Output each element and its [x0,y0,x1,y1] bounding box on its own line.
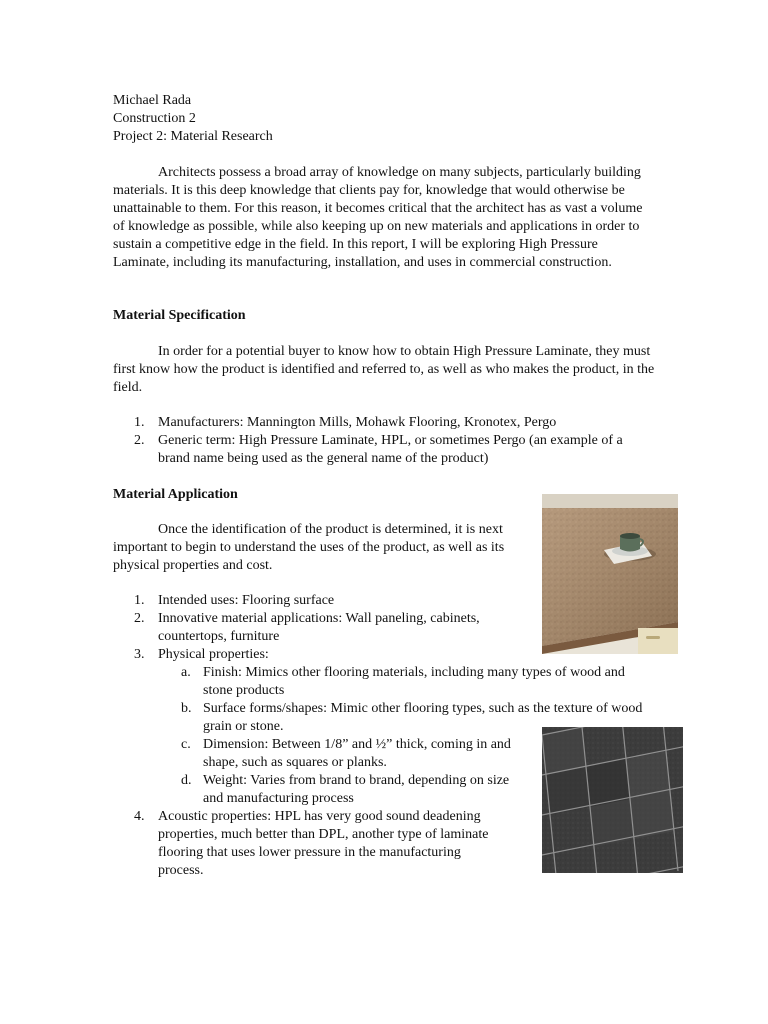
list-number: 1. [134,415,145,430]
sublist-item-text: Dimension: Between 1/8” and ½” thick, coming in and shape, such as squares or planks. [203,737,511,770]
list-number: 4. [134,809,145,824]
list-number: 2. [134,433,145,448]
document-header [113,92,273,146]
list-item-text: Acoustic properties: HPL has very good sound deadening properties, much better than DPL, another type of laminate flooring that uses lower pressure in the manufacturing process. [158,809,489,878]
list-number: 1. [134,593,145,608]
sublist-letter: b. [181,701,192,716]
author-name: Michael Rada [113,93,192,108]
intro-paragraph: Architects possess a broad array of knowledge on many subjects, particularly building materials. It is this deep knowledge that clients pay for, knowledge that would otherwise be unattainable to them. For this reason, it becomes critical that the architect has as vast a volume of knowledge as possible, while also keeping up on new materials and applications in order to sustain a competitive edge in the field. In this report, I will be exploring High Pressure Laminate, including its manufacturing, installation, and uses in commercial construction. [113,165,643,270]
list-number: 2. [134,611,145,626]
list-item [113,610,508,646]
sublist-item-text: Surface forms/shapes: Mimic other flooring types, such as the texture of wood grain or stone. [203,701,643,734]
section-heading-application: Material Application [113,487,238,502]
list-item-text: Manufacturers: Mannington Mills, Mohawk Flooring, Kronotex, Pergo [158,415,557,430]
slate-tile-photo-icon [542,727,683,873]
sublist-item-text: Weight: Varies from brand to brand, depending on size and manufacturing process [203,773,510,806]
sublist-letter: c. [181,737,191,752]
list-item-text: Innovative material applications: Wall paneling, cabinets, countertops, furniture [158,611,480,644]
sublist-item [158,772,521,808]
physical-properties-sublist [158,664,643,808]
list-item [113,414,658,432]
sublist-letter: a. [181,665,191,680]
list-item [113,808,503,880]
list-item [113,646,643,808]
list-number: 3. [134,647,145,662]
list-item-text: Generic term: High Pressure Laminate, HPL, or sometimes Pergo (an example of a brand name being used as the general name of the product) [158,433,623,466]
specification-list [113,414,658,468]
countertop-photo-icon [542,494,678,654]
sublist-item [158,664,643,700]
list-item-text: Intended uses: Flooring surface [158,593,335,608]
application-paragraph: Once the identification of the product is determined, it is next important to begin to understand the uses of the product, as well as its physical properties and cost. [113,522,505,573]
sublist-letter: d. [181,773,192,788]
list-item-text: Physical properties: [158,647,269,662]
specification-paragraph: In order for a potential buyer to know how to obtain High Pressure Laminate, they must first know how the product is identified and referred to, as well as who makes the product, in the field. [113,344,655,395]
slate-tile-photo [542,727,683,873]
course-name: Construction 2 [113,111,196,126]
project-title: Project 2: Material Research [113,129,273,144]
application-list [113,592,643,880]
sublist-item-text: Finish: Mimics other flooring materials, including many types of wood and stone products [203,665,625,698]
sublist-item [158,736,521,772]
countertop-photo [542,494,678,654]
list-item [113,432,658,468]
list-item [113,592,508,610]
section-heading-specification: Material Specification [113,308,246,323]
